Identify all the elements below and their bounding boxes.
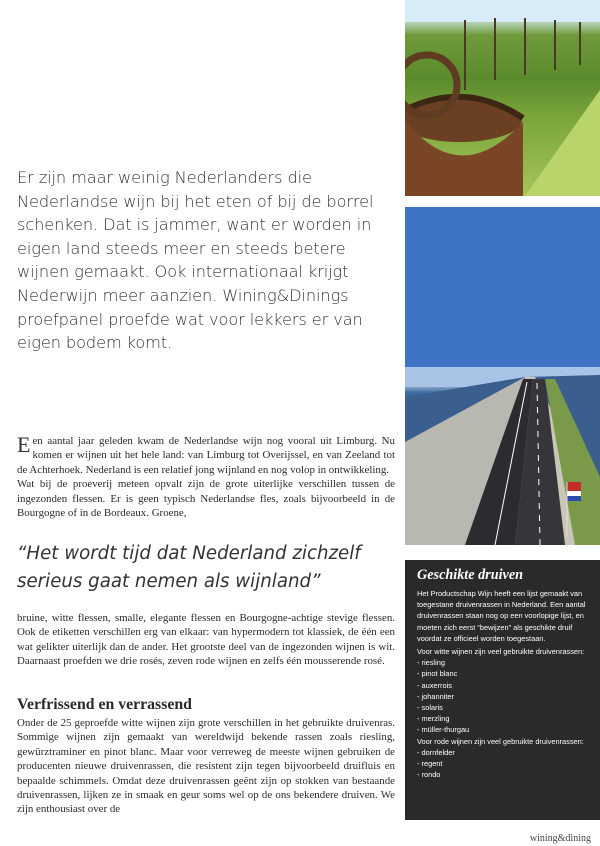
vineyard-illustration xyxy=(405,0,600,196)
white-grape-list xyxy=(417,657,592,735)
pull-quote: “Het wordt tijd dat Nederland zichzelf serieus gaat nemen als wijnland” xyxy=(17,543,361,592)
sidebar-white-heading: Voor witte wijnen zijn veel gebruikte druivenrassen: xyxy=(417,647,585,657)
sidebar-intro: Het Productschap Wijn heeft een lijst gemaakt van toegestane druivenrassen in Nederland. Een aantal druivenrassen staan nog op een voorlopige lijst, en moeten zich eerst “bewijzen” als geschikte druif voordat ze officieel worden toegestaan. xyxy=(417,589,586,643)
red-grape-list xyxy=(417,747,592,781)
vineyard-photo xyxy=(405,0,600,196)
magazine-footer: wining&dining xyxy=(529,833,591,844)
list-item: - regent xyxy=(417,759,443,769)
body-paragraph-1: en aantal jaar geleden kwam de Nederlandse wijn nog vooral uit Limburg. Nu komen er wijnen uit het hele land: van Limburg tot Overijssel, en van Zeeland tot de Achterhoek. Nederland is een relatief jong wijnland en nog volop in ontwikkeling. xyxy=(17,435,395,476)
list-item: - rondo xyxy=(417,770,441,780)
list-item: - solaris xyxy=(417,703,443,713)
sidebar-title: Geschikte druiven xyxy=(417,567,524,583)
body-column-top xyxy=(17,434,395,520)
sidebar-box xyxy=(405,560,600,820)
list-item: - riesling xyxy=(417,658,445,668)
dike-illustration xyxy=(405,207,600,545)
section-heading: Verfrissend en verrassend xyxy=(17,696,192,713)
intro-text: Er zijn maar weinig Nederlanders die Nederlandse wijn bij het eten of bij de borrel schenken. Dat is jammer, want er worden in eigen land steeds meer en steeds betere wijnen gemaakt. Ook internationaal krijgt Nederwijn meer aanzien. Wining&Dinings proefpanel proefde wat voor lekkers er van eigen bodem komt. xyxy=(17,168,374,353)
list-item: - dornfelder xyxy=(417,747,455,757)
list-item: - johanniter xyxy=(417,691,454,701)
drop-cap: E xyxy=(17,432,31,457)
list-item: - auxerrois xyxy=(417,680,452,690)
body-paragraph-2: Wat bij de proeverij meteen opvalt zijn de grote uiterlijke verschillen tussen de ingezonden flessen. Er is geen typisch Nederlandse fles, zoals bijvoorbeeld in de Bourgogne of in de Bordeaux. Groene, xyxy=(17,478,395,520)
afsluitdijk-photo xyxy=(405,207,600,545)
body-column-bottom: Onder de 25 geproefde witte wijnen zijn grote verschillen in het gebruikte druivenras. Sommige wijnen zijn gemaakt van wereldwijd bekende rassen zoals riesling, gewürztraminer en pinot blanc. Maar voor verreweg de meeste wijnen gebruiken de producenten nieuwe druivenrassen, die resistent zijn tegen bijvoorbeeld druifluis en bepaalde schimmels. Omdat deze druivenrassen geënt zijn op stokken van bestaande druivenrassen, lijken ze in smaak en geur soms wel op de ons bekendere druiven. We zijn enthousiast over de xyxy=(17,717,395,816)
list-item: - pinot blanc xyxy=(417,669,458,679)
sidebar-red-heading: Voor rode wijnen zijn veel gebruikte druivenrassen: xyxy=(417,736,584,746)
list-item: - müller-thurgau xyxy=(417,725,470,735)
list-item: - merzling xyxy=(417,714,450,724)
body-column-mid: bruine, witte flessen, smalle, elegante flessen en Bourgogne-achtige stevige flessen. Ook de etiketten verschillen erg van elkaar: van hypermodern tot klassiek, de één een wat gelikter uiterlijk dan de ander. Het grootste deel van de ingezonden wijnen is wit. Daarnaast proefden we drie rosés, zeven rode wijnen en zelfs één mousserende rosé. xyxy=(17,612,395,668)
